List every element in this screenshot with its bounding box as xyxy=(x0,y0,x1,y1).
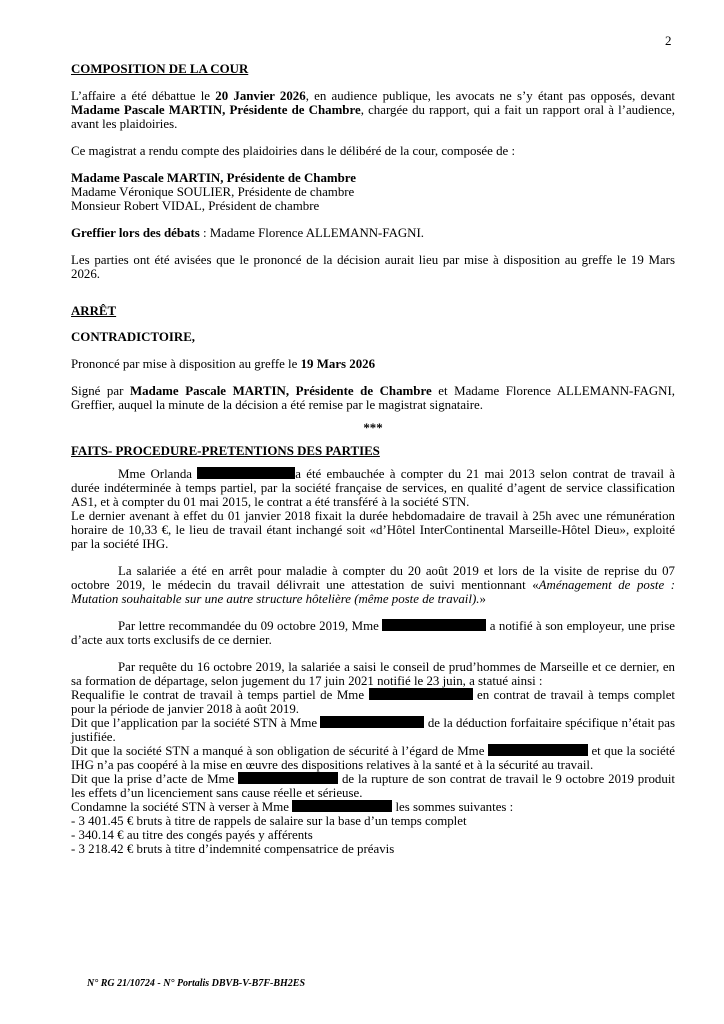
faits-heading: FAITS- PROCEDURE-PRETENTIONS DES PARTIES xyxy=(71,444,380,458)
faits-paragraph-4: Par requête du 16 octobre 2019, la salariée a saisi le conseil de prud’hommes de Marseille et ce dernier, en sa formation de départage, selon jugement du 17 juin 2021 notifié le 23 juin, a statué ainsi : xyxy=(71,660,675,688)
redaction-box xyxy=(320,716,424,728)
arret-heading: ARRÊT xyxy=(71,304,117,318)
court-member-2: Madame Véronique SOULIER, Présidente de chambre xyxy=(71,185,355,199)
faits-paragraph-1b: Le dernier avenant à effet du 01 janvier 2018 fixait la durée hebdomadaire de travail à 25h avec une rémunération horaire de 10,33 €, le lieu de travail étant inchangé soit «d’Hôtel InterContinental Marseille-Hôtel Dieu», exploité par la société IHG. xyxy=(71,509,675,551)
composition-paragraph-3: Les parties ont été avisées que le prononcé de la décision aurait lieu par mise à disposition au greffe le 19 Mars 2026. xyxy=(71,253,675,281)
faits-paragraph-3: Par lettre recommandée du 09 octobre 2019, Mme a notifié à son employeur, une prise d’acte aux torts exclusifs de ce dernier. xyxy=(71,619,675,647)
faits-paragraph-2: La salariée a été en arrêt pour maladie à compter du 20 août 2019 et lors de la visite de reprise du 07 octobre 2019, le médecin du travail délivrait une attestation de suivi mentionnant «Aménagement de poste : Mutation souhaitable sur une autre structure hôtelière (même poste de travail).» xyxy=(71,564,676,606)
redaction-box xyxy=(488,744,588,756)
redaction-box xyxy=(292,800,392,812)
pronounced-line: Prononcé par mise à disposition au greffe le 19 Mars 2026 xyxy=(71,357,376,371)
amount-line-2: - 340.14 € au titre des congés payés y afférents xyxy=(71,828,313,842)
redaction-box xyxy=(382,619,486,631)
composition-paragraph-2: Ce magistrat a rendu compte des plaidoiries dans le délibéré de la cour, composée de : xyxy=(71,144,516,158)
ruling-item-4: Dit que la prise d’acte de Mme de la rupture de son contrat de travail le 9 octobre 2019 produit les effets d’un licenciement sans cause réelle et sérieuse. xyxy=(71,772,675,800)
composition-paragraph-1: L’affaire a été débattue le 20 Janvier 2026, en audience publique, les avocats ne s’y étant pas opposés, devant Madame Pascale MARTIN, Présidente de Chambre, chargée du rapport, qui a fait un rapport oral à l’audience, avant les plaidoiries. xyxy=(71,89,675,131)
court-member-3: Monsieur Robert VIDAL, Président de chambre xyxy=(71,199,320,213)
amount-line-3: - 3 218.42 € bruts à titre d’indemnité compensatrice de préavis xyxy=(71,842,395,856)
ruling-item-1: Requalifie le contrat de travail à temps partiel de Mme en contrat de travail à temps complet pour la période de janvier 2018 à août 2019. xyxy=(71,688,675,716)
redaction-box xyxy=(197,467,295,479)
ruling-item-2: Dit que l’application par la société STN à Mme de la déduction forfaitaire spécifique n’était pas justifiée. xyxy=(71,716,675,744)
signed-paragraph: Signé par Madame Pascale MARTIN, Présidente de Chambre et Madame Florence ALLEMANN-FAGNI, Greffier, auquel la minute de la décision a été remise par le magistrat signataire. xyxy=(71,384,675,412)
composition-heading: COMPOSITION DE LA COUR xyxy=(71,62,249,76)
court-member-1: Madame Pascale MARTIN, Présidente de Chambre xyxy=(71,171,357,185)
greffier-line: Greffier lors des débats : Madame Florence ALLEMANN-FAGNI. xyxy=(71,226,425,240)
ruling-item-5: Condamne la société STN à verser à Mme les sommes suivantes : xyxy=(71,800,514,814)
amount-line-1: - 3 401.45 € bruts à titre de rappels de salaire sur la base d’un temps complet xyxy=(71,814,467,828)
document-body xyxy=(71,62,675,856)
redaction-box xyxy=(238,772,338,784)
page-number: 2 xyxy=(665,33,672,48)
ruling-item-3: Dit que la société STN a manqué à son obligation de sécurité à l’égard de Mme et que la société IHG n’a pas coopéré à la mise en œuvre des dispositions relatives à la santé et à la sécurité au travail. xyxy=(71,744,675,772)
footer-reference: N° RG 21/10724 - N° Portalis DBVB-V-B7F-BH2ES xyxy=(87,978,306,989)
arret-type: CONTRADICTOIRE, xyxy=(71,330,196,344)
faits-paragraph-1: Mme Orlanda a été embauchée à compter du 21 mai 2013 selon contrat de travail à durée indéterminée à temps partiel, par la société française de services, en qualité d’agent de service classification AS1, et à compter du 01 mai 2015, le contrat a été transféré à la société STN. xyxy=(71,467,675,509)
section-separator: *** xyxy=(363,421,383,435)
redaction-box xyxy=(369,688,473,700)
